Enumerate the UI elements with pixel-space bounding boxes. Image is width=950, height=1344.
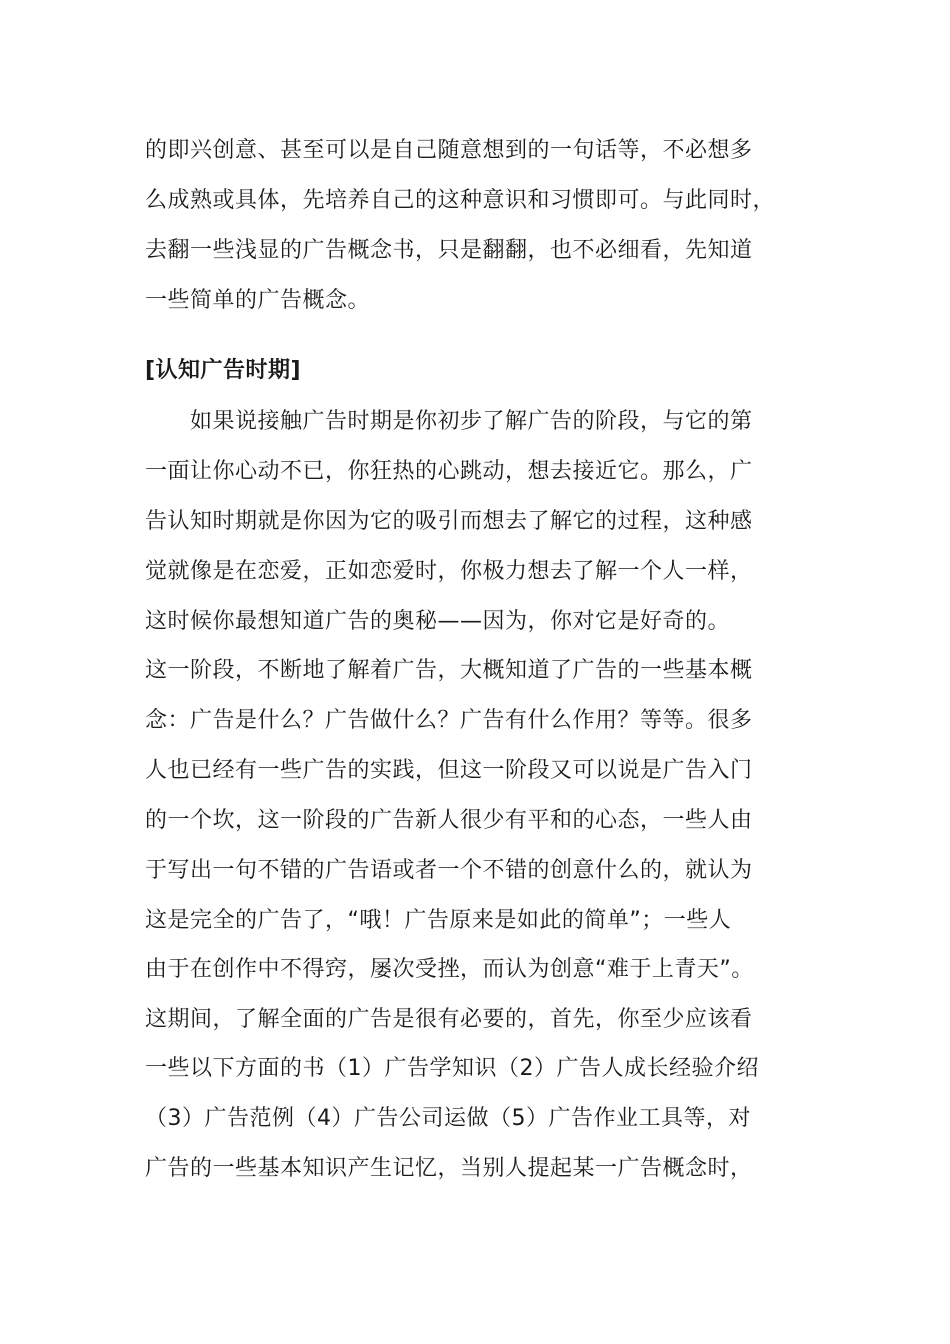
paragraph-1-line-3: 去翻一些浅显的广告概念书，只是翻翻，也不必细看，先知道: [145, 238, 753, 263]
paragraph-2-line-3: 告认知时期就是你因为它的吸引而想去了解它的过程，这种感: [145, 509, 753, 534]
paragraph-3-line-2: 念：广告是什么？广告做什么？广告有什么作用？等等。很多: [145, 708, 753, 733]
paragraph-2-line-5: 这时候你最想知道广告的奥秘——因为，你对它是好奇的。: [145, 609, 731, 634]
paragraph-3-line-9: 一些以下方面的书（1）广告学知识（2）广告人成长经验介绍: [145, 1056, 759, 1081]
section-heading: [认知广告时期]: [145, 358, 302, 383]
paragraph-2-line-2: 一面让你心动不已，你狂热的心跳动，想去接近它。那么，广: [145, 459, 753, 484]
paragraph-1-line-1: 的即兴创意、甚至可以是自己随意想到的一句话等，不必想多: [145, 138, 753, 163]
paragraph-3-line-11: 广告的一些基本知识产生记忆，当别人提起某一广告概念时，: [145, 1156, 753, 1181]
paragraph-3-line-7: 由于在创作中不得窍，屡次受挫，而认为创意“难于上青天”。: [145, 957, 754, 982]
paragraph-1-line-4: 一些简单的广告概念。: [145, 288, 371, 313]
paragraph-3-line-8: 这期间，了解全面的广告是很有必要的，首先，你至少应该看: [145, 1007, 753, 1032]
paragraph-3-line-10: （3）广告范例（4）广告公司运做（5）广告作业工具等，对: [145, 1106, 751, 1131]
paragraph-2-line-1: 如果说接触广告时期是你初步了解广告的阶段，与它的第: [190, 409, 753, 434]
paragraph-3-line-3: 人也已经有一些广告的实践，但这一阶段又可以说是广告入门: [145, 758, 753, 783]
paragraph-3-line-1: 这一阶段，不断地了解着广告，大概知道了广告的一些基本概: [145, 658, 753, 683]
paragraph-1-line-2: 么成熟或具体，先培养自己的这种意识和习惯即可。与此同时，: [145, 188, 776, 213]
paragraph-3-line-5: 于写出一句不错的广告语或者一个不错的创意什么的，就认为: [145, 858, 753, 883]
paragraph-3-line-4: 的一个坎，这一阶段的广告新人很少有平和的心态，一些人由: [145, 808, 753, 833]
paragraph-3-line-6: 这是完全的广告了，“哦！广告原来是如此的简单”；一些人: [145, 908, 732, 933]
paragraph-2-line-4: 觉就像是在恋爱，正如恋爱时，你极力想去了解一个人一样，: [145, 559, 753, 584]
